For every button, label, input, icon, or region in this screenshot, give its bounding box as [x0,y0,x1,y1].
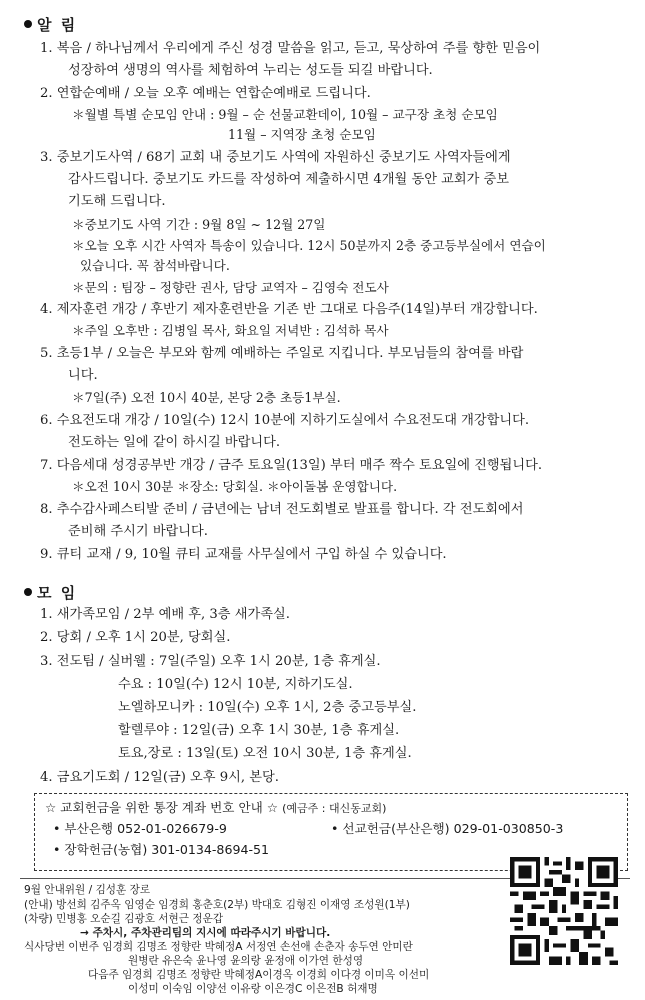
qr-code-icon[interactable] [508,857,620,965]
account-header [45,800,386,817]
notice-line: 3. 중보기도사역 / 68기 교회 내 중보기도 사역에 자원하신 중보기도 사역자들에게 [40,150,511,165]
footer-line: 식사당번 이번주 임경희 김명조 정향란 박혜정A 서정연 손선애 손춘자 송두연 안미란 [24,941,413,953]
bullet-dot-icon [24,588,32,596]
meetings-title-text: 모 임 [37,584,78,602]
account-item: • 장학헌금(농협) 301-0134-8694-51 [53,842,270,857]
notice-line: 9. 큐티 교재 / 9, 10월 큐티 교재를 사무실에서 구입 하실 수 있습니다. [40,547,447,562]
notice-line: 1. 복음 / 하나님께서 우리에게 주신 성경 말씀을 읽고, 듣고, 묵상하여 주를 향한 믿음이 [40,41,541,56]
notice-line: ＊7일(주) 오전 10시 40분, 본당 2층 초등1부실. [72,390,341,405]
notice-line: 8. 추수감사페스티발 준비 / 금년에는 남녀 전도회별로 발표를 합니다. 각 전도회에서 [40,502,524,517]
notice-line: 기도해 드립니다. [68,194,166,209]
bullet-dot-icon [24,20,32,28]
notice-line: 6. 수요전도대 개강 / 10일(수) 12시 10분에 지하기도실에서 수요전도대 개강합니다. [40,413,530,428]
footer-line: 9월 안내위원 / 김성훈 장로 [24,884,151,896]
account-holder: (예금주 : 대신동교회) [282,802,387,815]
meeting-line: 수요 : 10일(수) 12시 10분, 지하기도실. [118,677,353,692]
notice-line: 성장하여 생명의 역사를 체험하여 누리는 성도들 되길 바랍니다. [68,63,433,78]
notice-line: 니다. [68,368,98,383]
notice-line: ＊문의 : 팀장 – 정향란 권사, 담당 교역자 – 김영숙 전도사 [72,280,389,295]
footer-line: 다음주 임경희 김명조 정향란 박혜정A이경옥 이경희 이다경 이미옥 이선미 [88,969,430,981]
notices-title-text: 알 림 [37,16,78,34]
meeting-line: 4. 금요기도회 / 12일(금) 오후 9시, 본당. [40,770,279,785]
notice-line: ＊오전 10시 30분 ＊장소: 당회실. ＊아이돌봄 운영합니다. [72,479,398,494]
notice-line: ＊월별 특별 순모임 안내 : 9월 – 순 선물교환데이, 10월 – 교구장 초청 순모임 [72,107,498,122]
meeting-line: 2. 당회 / 오후 1시 20분, 당회실. [40,630,231,645]
notice-line: ＊오늘 오후 시간 사역자 특송이 있습니다. 12시 50분까지 2층 중고등부실에서 연습이 [72,238,546,253]
meeting-line: 토요,장로 : 13일(토) 오전 10시 30분, 1층 휴게실. [118,746,412,761]
notice-line: 감사드립니다. 중보기도 카드를 작성하여 제출하시면 4개월 동안 교회가 중보 [68,172,510,187]
account-header-text: ☆ 교회헌금을 위한 통장 계좌 번호 안내 ☆ [45,800,279,815]
meetings-title [24,582,77,603]
meeting-line: 1. 새가족모임 / 2부 예배 후, 3층 새가족실. [40,607,290,622]
account-item: • 선교헌금(부산은행) 029-01-030850-3 [331,821,564,836]
notice-line: 2. 연합순예배 / 오늘 오후 예배는 연합순예배로 드립니다. [40,86,371,101]
notice-line: 있습니다. 꼭 참석바랍니다. [80,258,230,273]
account-item: • 부산은행 052-01-026679-9 [53,821,227,836]
notice-line: 전도하는 일에 같이 하시길 바랍니다. [68,435,281,450]
meeting-line: 3. 전도팀 / 실버웰 : 7일(주일) 오후 1시 20분, 1층 휴게실. [40,654,381,669]
notice-line: ＊중보기도 사역 기간 : 9월 8일 ~ 12월 27일 [72,217,326,232]
footer-line: 이성미 이숙임 이양선 이유랑 이은경C 이은전B 허재명 [128,983,378,995]
footer-line: (차량) 민병홍 오순길 김광호 서현근 정운갑 [24,913,224,925]
notice-line: 11월 – 지역장 초청 순모임 [228,127,376,142]
notice-line: 5. 초등1부 / 오늘은 부모와 함께 예배하는 주일로 지킵니다. 부모님들의 참여를 바랍 [40,346,524,361]
meeting-line: 할렐루야 : 12일(금) 오후 1시 30분, 1층 휴게실. [118,723,400,738]
meeting-line: 노엘하모니카 : 10일(수) 오후 1시, 2층 중고등부실. [118,700,417,715]
notice-line: 7. 다음세대 성경공부반 개강 / 금주 토요일(13일) 부터 매주 짝수 토요일에 진행됩니다. [40,458,543,473]
footer-line: 원병란 유은숙 윤나영 윤의랑 윤정애 이가연 한성영 [128,955,364,967]
notice-line: 준비해 주시기 바랍니다. [68,524,208,539]
notices-title [24,14,77,35]
footer-parking-notice: → 주차시, 주차관리팀의 지시에 따라주시기 바랍니다. [80,927,331,939]
notice-line: ＊주일 오후반 : 김병일 목사, 화요일 저녁반 : 김석하 목사 [72,323,389,338]
footer-line: (안내) 방선희 김주옥 임영순 임경희 홍춘호(2부) 박대호 김형진 이재영 조성원(1부) [24,899,410,911]
notice-line: 4. 제자훈련 개강 / 후반기 제자훈련반을 기존 반 그대로 다음주(14일)부터 개강합니다. [40,302,538,317]
